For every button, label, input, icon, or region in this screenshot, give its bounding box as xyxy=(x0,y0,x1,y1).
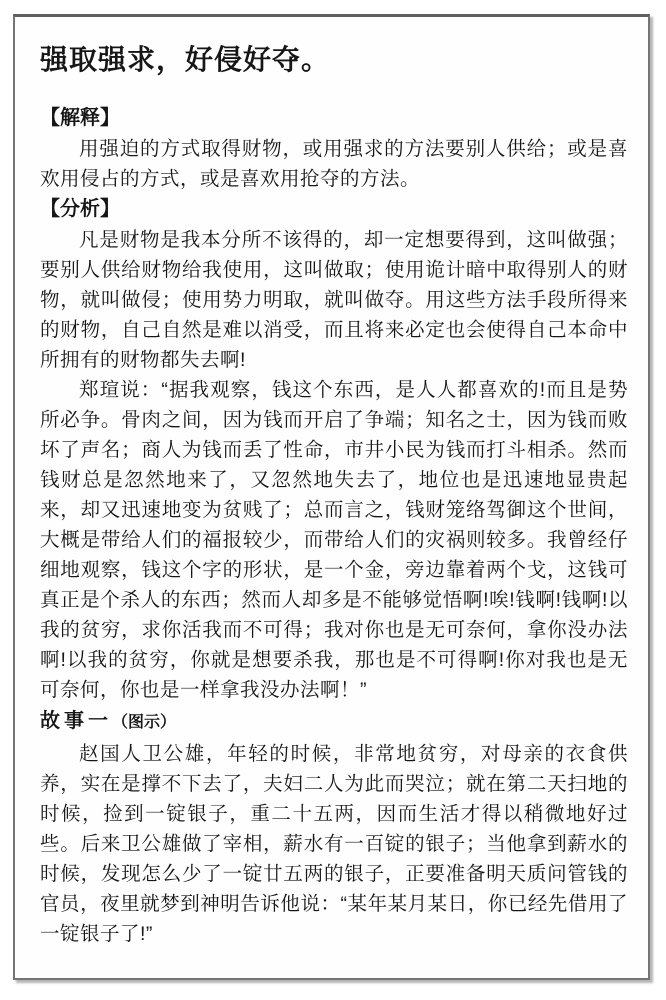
section-heading-analysis: 【分析】 xyxy=(40,198,120,220)
analysis-paragraph-2: 郑瑄说：“据我观察，钱这个东西，是人人都喜欢的!而且是势所必争。骨肉之间，因为钱而开启了争端；知名之士，因为钱而败坏了声名；商人为钱而丢了性命，市井小民为钱而打斗相杀。然而钱财总是忽然地来了，又忽然地失去了，地位也是迅速地显贵起来，却又迅速地变为贫贱了；总而言之，钱财笼络驾御这个世间，大概是带给人们的福报较少，而带给人们的灾祸则较多。我曾经仔细地观察，钱这个字的形状，是一个金，旁边靠着两个戈，这钱可真正是个杀人的东西；然而人却多是不能够觉悟啊!唉!钱啊!钱啊!以我的贫穷，求你活我而不可得；我对你也是无可奈何，拿你没办法啊!以我的贫穷，你就是想要杀我，那也是不可得啊!你对我也是无可奈何，你也是一样拿我没办法啊！” xyxy=(40,379,628,701)
section-heading-explanation: 【解释】 xyxy=(40,107,120,129)
page-content xyxy=(15,17,648,949)
analysis-paragraph-1: 凡是财物是我本分所不该得的，却一定想要得到，这叫做强；要别人供给财物给我使用，这叫做取；使用诡计暗中取得别人的财物，就叫做侵；使用势力明取，就叫做夺。用这些方法手段所得来的财物，自己自然是难以消受，而且将来必定也会使得自己本命中所拥有的财物都失去啊! xyxy=(40,229,628,371)
story-heading-note: （图示） xyxy=(112,714,177,731)
story-heading xyxy=(40,705,628,739)
story-paragraph: 赵国人卫公雄，年轻的时候，非常地贫穷，对母亲的衣食供养，实在是撑不下去了，夫妇二人为此而哭泣；就在第二天扫地的时候，捡到一锭银子，重二十五两，因而生活才得以稍微地好过些。后来卫公雄做了宰相，薪水有一百锭的银子；当他拿到薪水的时候，发现怎么少了一锭廿五两的银子，正要准备明天质问管钱的官员，夜里就梦到神明告诉他说：“某年某月某日，你已经先借用了一锭银子了!” xyxy=(40,743,628,945)
page-title: 强取强求，好侵好夺。 xyxy=(40,44,331,75)
story-heading-label: 故事一 xyxy=(40,710,112,732)
explanation-paragraph: 用强迫的方式取得财物，或用强求的方法要别人供给；或是喜欢用侵占的方式，或是喜欢用抢夺的方法。 xyxy=(40,138,628,190)
scanned-book-page xyxy=(13,14,650,980)
